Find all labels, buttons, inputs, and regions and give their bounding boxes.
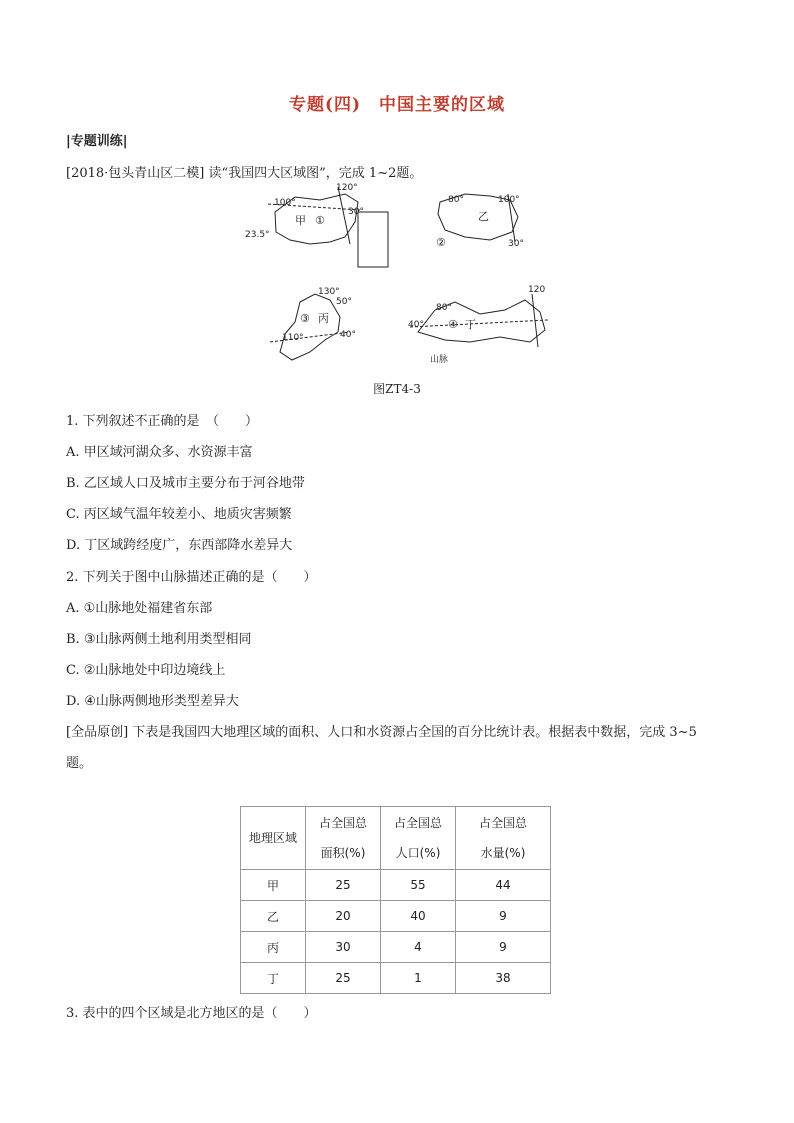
table-cell: 丙 — [241, 932, 306, 963]
table-cell: 25 — [306, 870, 381, 901]
intro-question-3-5-cont: 题。 — [66, 756, 93, 771]
map-label-lat50: 50° — [336, 297, 352, 307]
map-label-lat40b: 40° — [408, 320, 424, 330]
table-cell: 4 — [381, 932, 456, 963]
table-header-cell: 占全国总 水量(%) — [456, 807, 551, 870]
table-cell: 9 — [456, 932, 551, 963]
region-statistics-table — [240, 806, 551, 994]
question-1-stem: 1. 下列叙述不正确的是 （ ） — [66, 414, 259, 429]
table-row — [241, 870, 551, 901]
map-label-m2: ② — [436, 236, 446, 249]
table-cell: 40 — [381, 901, 456, 932]
question-1-option-c: C. 丙区域气温年较差小、地质灾害频繁 — [66, 507, 292, 522]
table-row — [241, 901, 551, 932]
map-label-lat30a: 30° — [348, 207, 364, 217]
question-3-stem: 3. 表中的四个区域是北方地区的是（ ） — [66, 1006, 317, 1021]
table-header-cell: 地理区域 — [241, 807, 306, 870]
map-label-lon110: 110° — [282, 333, 304, 343]
table-header-row — [241, 807, 551, 870]
table-cell: 甲 — [241, 870, 306, 901]
table-cell: 25 — [306, 963, 381, 994]
map-label-jia: 甲 — [295, 214, 306, 227]
map-label-lat40a: 40° — [340, 330, 356, 340]
map-label-m3: ③ — [300, 312, 310, 325]
map-label-lon120a: 120° — [336, 183, 358, 193]
table-cell: 20 — [306, 901, 381, 932]
table-header-cell: 占全国总 面积(%) — [306, 807, 381, 870]
question-2-option-c: C. ②山脉地处中印边境线上 — [66, 663, 226, 678]
question-2-option-d: D. ④山脉两侧地形类型差异大 — [66, 694, 239, 709]
map-label-lon130: 130° — [318, 287, 340, 297]
map-label-lat30b: 30° — [508, 239, 524, 249]
map-label-m4: ④ — [448, 318, 458, 331]
question-1-option-d: D. 丁区域跨经度广，东西部降水差异大 — [66, 538, 293, 553]
section-heading: |专题训练| — [66, 134, 128, 149]
table-cell: 9 — [456, 901, 551, 932]
map-legend-label: 山脉 — [430, 355, 449, 365]
map-bing-outline — [280, 294, 340, 360]
map-label-ding: 丁 — [465, 318, 476, 331]
table-cell: 丁 — [241, 963, 306, 994]
map-label-lon100a: 100° — [274, 198, 296, 208]
table-row — [241, 932, 551, 963]
map-label-m1: ① — [315, 214, 325, 227]
china-regions-map-figure — [240, 182, 560, 372]
table-cell: 38 — [456, 963, 551, 994]
table-cell: 55 — [381, 870, 456, 901]
table-cell: 30 — [306, 932, 381, 963]
map-label-lon120b: 120 — [528, 285, 546, 295]
figure-caption: 图ZT4-3 — [373, 382, 421, 396]
question-1-option-a: A. 甲区域河湖众多、水资源丰富 — [66, 445, 253, 460]
map-label-lat23: 23.5° — [245, 230, 270, 240]
map-inset-box — [358, 212, 388, 267]
map-label-bing: 丙 — [318, 312, 329, 325]
table-cell: 1 — [381, 963, 456, 994]
map-label-lat80: 80° — [448, 195, 464, 205]
intro-question-3-5: [全品原创] 下表是我国四大地理区域的面积、人口和水资源占全国的百分比统计表。根据表中数据，完成 3~5 — [66, 725, 697, 740]
table-header-cell: 占全国总 人口(%) — [381, 807, 456, 870]
map-label-lat80b: 80° — [436, 303, 452, 313]
map-label-yi: 乙 — [478, 210, 489, 223]
page-title: 专题(四) 中国主要的区域 — [288, 95, 506, 115]
question-2-option-b: B. ③山脉两侧土地利用类型相同 — [66, 632, 252, 647]
intro-question-1-2: [2018·包头青山区二模] 读“我国四大区域图”，完成 1~2题。 — [66, 166, 423, 181]
question-1-option-b: B. 乙区域人口及城市主要分布于河谷地带 — [66, 476, 305, 491]
table-row — [241, 963, 551, 994]
table-cell: 44 — [456, 870, 551, 901]
map-label-lon100b: 100° — [498, 195, 520, 205]
question-2-stem: 2. 下列关于图中山脉描述正确的是（ ） — [66, 570, 317, 585]
question-2-option-a: A. ①山脉地处福建省东部 — [66, 601, 213, 616]
table-cell: 乙 — [241, 901, 306, 932]
